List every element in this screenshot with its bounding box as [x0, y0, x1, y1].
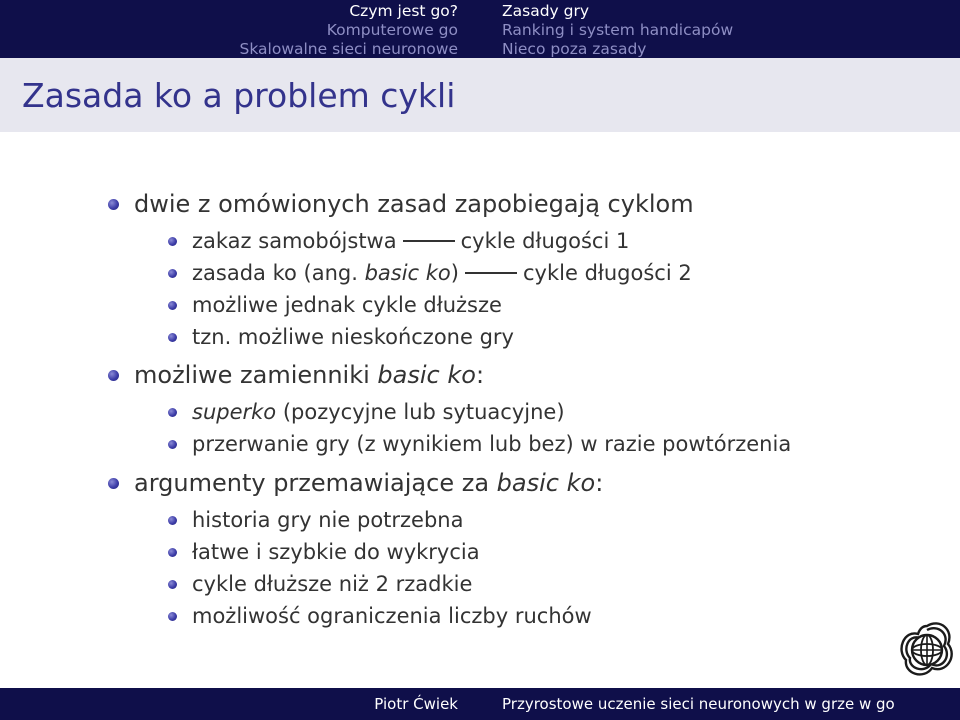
subsection-nav	[480, 0, 960, 58]
nav-section-current[interactable]: Czym jest go?	[349, 2, 458, 20]
frame-title-bar	[0, 58, 960, 132]
list-item-text: zasada ko (ang.	[192, 261, 365, 285]
list-item-italic: basic ko	[364, 261, 451, 285]
bullet-icon	[168, 237, 177, 246]
section-nav	[0, 0, 480, 58]
bullet-icon	[168, 301, 177, 310]
em-dash	[403, 240, 455, 242]
list-item-text: łatwe i szybkie do wykrycia	[192, 540, 480, 564]
list-item	[192, 506, 463, 534]
bullet-icon	[168, 548, 177, 557]
nav-section-computer-go[interactable]: Komputerowe go	[326, 21, 458, 39]
slide-content	[0, 132, 960, 688]
frame-title: Zasada ko a problem cykli	[22, 76, 456, 115]
list-item	[192, 227, 629, 255]
nav-subsection-ranking[interactable]: Ranking i system handicapów	[502, 21, 734, 39]
list-item-text: przerwanie gry (z wynikiem lub bez) w razie powtórzenia	[192, 432, 792, 456]
bullet-icon	[168, 333, 177, 342]
bullet-icon	[108, 199, 119, 210]
header-navigation	[0, 0, 960, 58]
bullet-icon	[168, 269, 177, 278]
nav-section-neural-networks[interactable]: Skalowalne sieci neuronowe	[239, 40, 458, 58]
em-dash	[465, 272, 517, 274]
list-item	[192, 602, 592, 630]
bullet-icon	[168, 440, 177, 449]
list-item	[192, 538, 480, 566]
bullet-icon	[108, 370, 119, 381]
list-item-text: historia gry nie potrzebna	[192, 508, 464, 532]
list-item-italic: basic ko	[496, 469, 596, 497]
list-item-text: :	[595, 469, 604, 497]
list-item-text: cykle dłuższe niż 2 rzadkie	[192, 572, 473, 596]
list-item-italic: superko	[192, 400, 277, 424]
list-item	[192, 398, 565, 426]
bullet-icon	[168, 580, 177, 589]
list-item-text: cykle długości 1	[460, 229, 630, 253]
list-item	[134, 190, 694, 218]
list-item-text: dwie z omówionych zasad zapobiegają cyklom	[134, 190, 694, 218]
list-item	[192, 430, 791, 458]
list-item-text: )	[450, 261, 459, 285]
bullet-icon	[168, 408, 177, 417]
list-item	[192, 570, 472, 598]
footer-talk-title: Przyrostowe uczenie sieci neuronowych w grze w go	[502, 695, 895, 713]
nav-subsection-current[interactable]: Zasady gry	[502, 2, 590, 20]
list-item	[192, 291, 502, 319]
list-item-text: tzn. możliwe nieskończone gry	[192, 325, 514, 349]
footer-bar	[0, 688, 960, 720]
list-item-text: (pozycyjne lub sytuacyjne)	[276, 400, 565, 424]
list-item-text: możliwość ograniczenia liczby ruchów	[192, 604, 592, 628]
nav-subsection-beyond-rules[interactable]: Nieco poza zasady	[502, 40, 647, 58]
list-item	[134, 361, 484, 389]
list-item	[192, 323, 514, 351]
list-item-text: :	[475, 361, 485, 389]
list-item-text: argumenty przemawiające za	[134, 469, 497, 497]
bullet-icon	[108, 478, 119, 489]
footer-author: Piotr Ćwiek	[374, 695, 458, 713]
list-item-italic: basic ko	[377, 361, 476, 389]
list-item-text: cykle długości 2	[523, 261, 692, 285]
list-item-text: możliwe zamienniki	[134, 361, 378, 389]
bullet-icon	[168, 516, 177, 525]
university-logo-icon	[894, 612, 960, 688]
list-item-text: zakaz samobójstwa	[192, 229, 397, 253]
bullet-icon	[168, 612, 177, 621]
list-item-text: możliwe jednak cykle dłuższe	[192, 293, 502, 317]
list-item	[192, 259, 692, 287]
list-item	[134, 469, 603, 497]
